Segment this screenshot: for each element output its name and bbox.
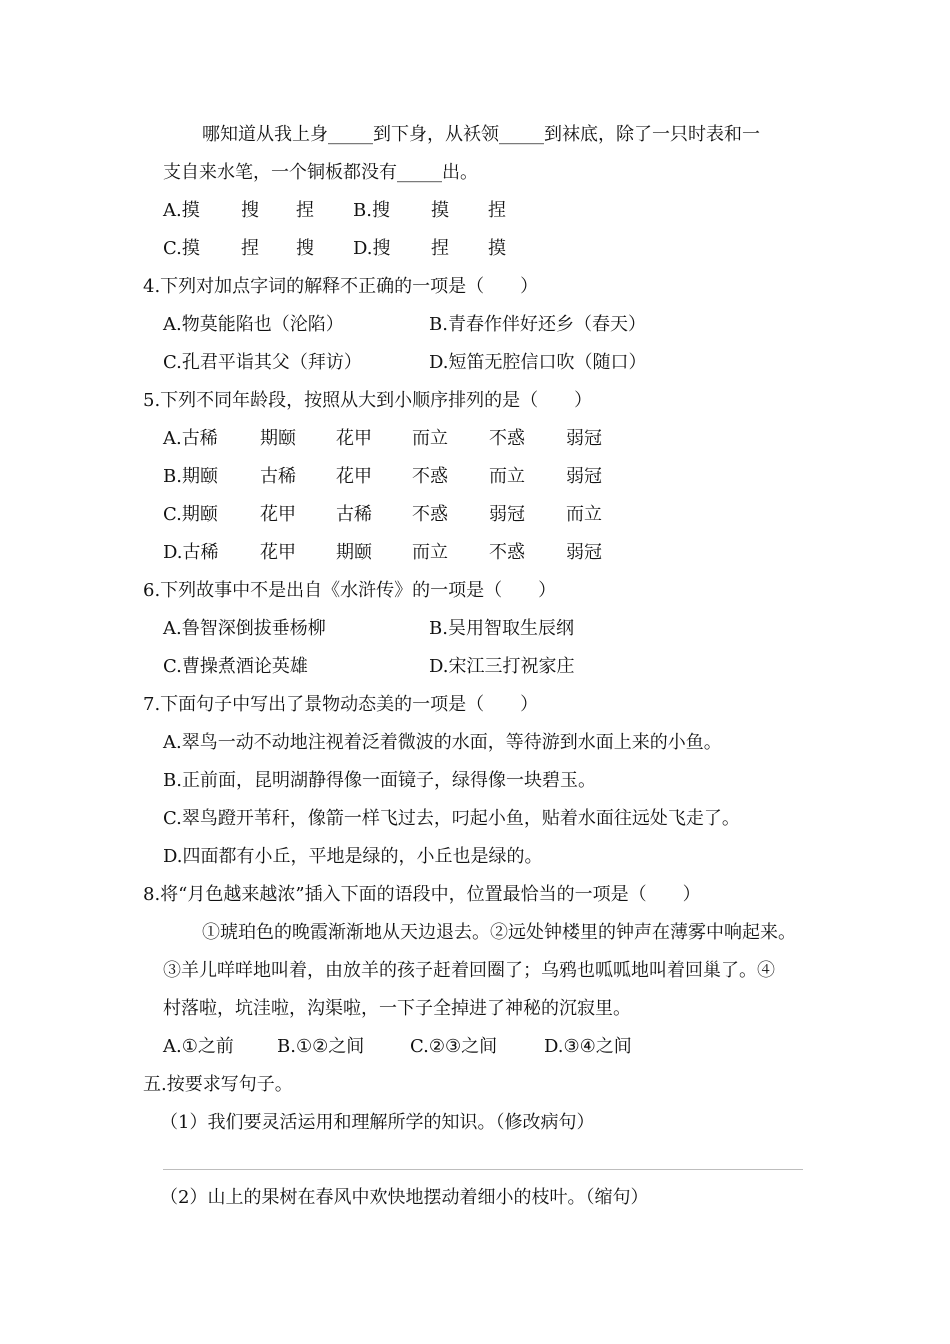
q5-option-b[interactable] bbox=[163, 465, 763, 489]
q3-option-c-2: 捏 bbox=[241, 238, 259, 259]
q6-option-d[interactable]: D.宋江三打祝家庄 bbox=[429, 656, 575, 677]
q8-option-a[interactable]: A.①之前 bbox=[163, 1036, 234, 1057]
q5-option-d[interactable] bbox=[163, 541, 763, 565]
section-5-heading: 五.按要求写句子。 bbox=[143, 1074, 293, 1095]
q5-option-b-item: 不惑 bbox=[412, 466, 448, 487]
q6-option-row-ab bbox=[163, 617, 763, 641]
q5-option-d-item: D.古稀 bbox=[163, 542, 219, 563]
q3-option-b-2: 摸 bbox=[431, 200, 449, 221]
q3-option-c-1[interactable]: C.摸 bbox=[163, 238, 200, 259]
q5-option-d-item: 而立 bbox=[412, 542, 448, 563]
q8-passage-line-1: ①琥珀色的晚霞渐渐地从天边退去。②远处钟楼里的钟声在薄雾中响起来。 bbox=[202, 922, 796, 943]
q3-option-a-1[interactable]: A.摸 bbox=[163, 200, 200, 221]
q5-option-b-item: B.期颐 bbox=[163, 466, 218, 487]
q6-option-c[interactable]: C.曹操煮酒论英雄 bbox=[163, 656, 308, 677]
q5-option-d-item: 期颐 bbox=[336, 542, 372, 563]
q7-option-b[interactable]: B.正前面，昆明湖静得像一面镜子，绿得像一块碧玉。 bbox=[163, 770, 596, 791]
q5-option-b-item: 而立 bbox=[489, 466, 525, 487]
q6-stem: 6.下列故事中不是出自《水浒传》的一项是（ ） bbox=[143, 580, 557, 601]
q3-option-a-3: 捏 bbox=[296, 200, 314, 221]
q3-option-row-ab bbox=[163, 199, 763, 223]
q7-option-a[interactable]: A.翠鸟一动不动地注视着泛着微波的水面，等待游到水面上来的小鱼。 bbox=[163, 732, 722, 753]
q6-option-b[interactable]: B.吴用智取生辰纲 bbox=[429, 618, 574, 639]
q3-option-d-1[interactable]: D.搜 bbox=[353, 238, 391, 259]
q4-option-row-ab bbox=[163, 313, 763, 337]
q5-option-b-item: 弱冠 bbox=[566, 466, 602, 487]
q8-option-c[interactable]: C.②③之间 bbox=[410, 1036, 498, 1057]
q5-option-a-item: 不惑 bbox=[489, 428, 525, 449]
q5-option-b-item: 花甲 bbox=[336, 466, 372, 487]
q3-option-d-3: 摸 bbox=[488, 238, 506, 259]
q5-option-c-item: 不惑 bbox=[412, 504, 448, 525]
q3-passage-line-1: 哪知道从我上身_____到下身，从袄领_____到袜底，除了一只时表和一 bbox=[202, 124, 760, 145]
q6-option-a[interactable]: A.鲁智深倒拔垂杨柳 bbox=[163, 618, 326, 639]
q5-option-a-item: 而立 bbox=[412, 428, 448, 449]
q8-stem: 8.将“月色越来越浓”插入下面的语段中，位置最恰当的一项是（ ） bbox=[143, 884, 701, 905]
q5-option-d-item: 弱冠 bbox=[566, 542, 602, 563]
q4-option-b[interactable]: B.青春作伴好还乡（春天） bbox=[429, 314, 646, 335]
q5-option-d-item: 不惑 bbox=[489, 542, 525, 563]
q7-option-c[interactable]: C.翠鸟蹬开苇秆，像箭一样飞过去，叼起小鱼，贴着水面往远处飞走了。 bbox=[163, 808, 740, 829]
q8-passage-line-3: 村落啦，坑洼啦，沟渠啦，一下子全掉进了神秘的沉寂里。 bbox=[163, 998, 631, 1019]
q4-option-a[interactable]: A.物莫能陷也（沦陷） bbox=[163, 314, 344, 335]
q3-passage-line-2: 支自来水笔，一个铜板都没有_____出。 bbox=[163, 162, 478, 183]
q3-option-d-2: 捏 bbox=[431, 238, 449, 259]
q4-stem: 4.下列对加点字词的解释不正确的一项是（ ） bbox=[143, 276, 539, 297]
q8-option-d[interactable]: D.③④之间 bbox=[544, 1036, 632, 1057]
q5-option-c-item: 花甲 bbox=[260, 504, 296, 525]
q3-option-c-3: 搜 bbox=[296, 238, 314, 259]
q5-option-b-item: 古稀 bbox=[260, 466, 296, 487]
q5-option-a-item: 期颐 bbox=[260, 428, 296, 449]
q7-stem: 7.下面句子中写出了景物动态美的一项是（ ） bbox=[143, 694, 539, 715]
q5-stem: 5.下列不同年龄段，按照从大到小顺序排列的是（ ） bbox=[143, 390, 593, 411]
answer-line[interactable] bbox=[163, 1169, 803, 1170]
q5-option-a-item: A.古稀 bbox=[163, 428, 218, 449]
section-5-item-1: （1）我们要灵活运用和理解所学的知识。（修改病句） bbox=[160, 1112, 595, 1133]
q5-option-c-item: 古稀 bbox=[336, 504, 372, 525]
q5-option-c-item: 而立 bbox=[566, 504, 602, 525]
q8-option-b[interactable]: B.①②之间 bbox=[277, 1036, 365, 1057]
q6-option-row-cd bbox=[163, 655, 763, 679]
q5-option-c-item: 弱冠 bbox=[489, 504, 525, 525]
q5-option-a-item: 弱冠 bbox=[566, 428, 602, 449]
q3-option-b-3: 捏 bbox=[488, 200, 506, 221]
q3-option-b-1[interactable]: B.搜 bbox=[353, 200, 390, 221]
q7-option-d[interactable]: D.四面都有小丘，平地是绿的，小丘也是绿的。 bbox=[163, 846, 543, 867]
section-5-item-2: （2）山上的果树在春风中欢快地摆动着细小的枝叶。（缩句） bbox=[160, 1187, 649, 1208]
q4-option-d[interactable]: D.短笛无腔信口吹（随口） bbox=[429, 352, 647, 373]
q5-option-a[interactable] bbox=[163, 427, 763, 451]
q5-option-c-item: C.期颐 bbox=[163, 504, 218, 525]
q3-option-row-cd bbox=[163, 237, 763, 261]
q5-option-a-item: 花甲 bbox=[336, 428, 372, 449]
q5-option-c[interactable] bbox=[163, 503, 763, 527]
q3-option-a-2: 搜 bbox=[241, 200, 259, 221]
q8-passage-line-2: ③羊儿咩咩地叫着，由放羊的孩子赶着回圈了；乌鸦也呱呱地叫着回巢了。④ bbox=[163, 960, 775, 981]
q4-option-c[interactable]: C.孔君平诣其父（拜访） bbox=[163, 352, 362, 373]
q4-option-row-cd bbox=[163, 351, 763, 375]
q5-option-d-item: 花甲 bbox=[260, 542, 296, 563]
q8-option-row bbox=[163, 1035, 763, 1059]
